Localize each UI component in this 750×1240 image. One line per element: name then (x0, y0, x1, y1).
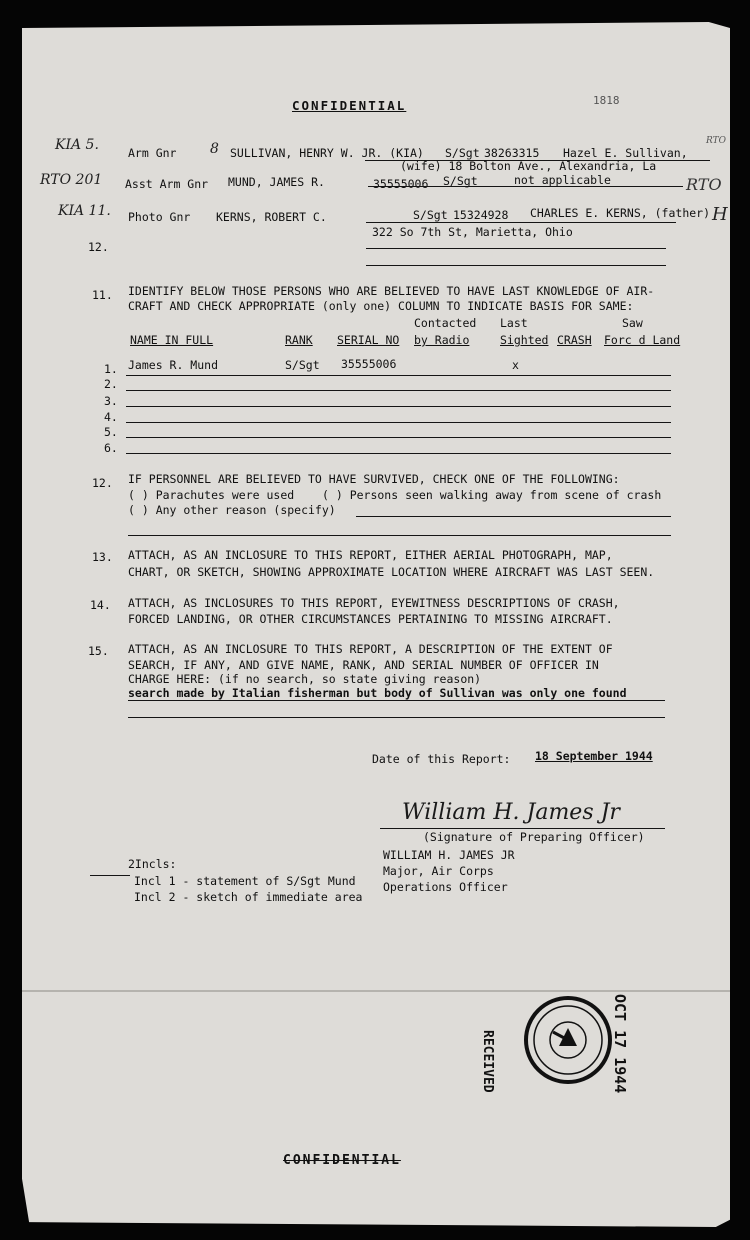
column-header-top: Saw (622, 316, 643, 330)
rule-line (128, 700, 665, 701)
rule-line (366, 248, 666, 249)
crew-rank: S/Sgt (443, 174, 478, 188)
received-stamp (480, 992, 633, 1094)
table-row-line (126, 406, 671, 407)
crew-next-of-kin: Hazel E. Sullivan, (563, 146, 688, 160)
signature-caption: (Signature of Preparing Officer) (423, 830, 645, 844)
item-number: 13. (92, 550, 113, 564)
side-note: RTO (686, 175, 722, 194)
margin-note: KIA 11. (58, 203, 111, 219)
item-text: CHART, OR SKETCH, SHOWING APPROXIMATE LOCATION WHERE AIRCRAFT WAS LAST SEEN. (128, 565, 655, 579)
table-row-number: 2. (104, 377, 118, 391)
crew-nok-address: (wife) 18 Bolton Ave., Alexandria, La (400, 159, 657, 173)
item-text: ATTACH, AS AN INCLOSURE TO THIS REPORT, EITHER AERIAL PHOTOGRAPH, MAP, (128, 548, 613, 562)
page-number: 1818 (593, 94, 620, 107)
rule-line (366, 222, 676, 223)
table-cell-rank: S/Sgt (285, 358, 320, 372)
signature-cursive: William H. James Jr (402, 800, 620, 825)
rule-line (365, 160, 710, 161)
crew-rank: S/Sgt (445, 146, 480, 160)
inclosure-1: Incl 1 - statement of S/Sgt Mund (134, 874, 356, 888)
officer-rank: Major, Air Corps (383, 864, 494, 878)
signature-line (380, 828, 665, 829)
crew-nok-address: 322 So 7th St, Marietta, Ohio (372, 225, 573, 239)
crew-name: KERNS, ROBERT C. (216, 210, 327, 224)
table-row-line (126, 453, 671, 454)
column-header-forced: Forc d Land (604, 333, 681, 347)
item-text: ATTACH, AS INCLOSURES TO THIS REPORT, EYEWITNESS DESCRIPTIONS OF CRASH, (128, 596, 620, 610)
rule-line (368, 186, 683, 187)
option-walking: ( ) Persons seen walking away from scene of crash (322, 488, 662, 502)
item-number: 14. (90, 598, 111, 612)
rule-line (90, 875, 130, 876)
crew-serial: 35555006 (373, 177, 429, 191)
side-note: RTO (706, 136, 726, 146)
report-date-value: 18 September 1944 (535, 749, 653, 763)
table-row-line (126, 375, 671, 376)
item-text: CRAFT AND CHECK APPROPRIATE (only one) COLUMN TO INDICATE BASIS FOR SAME: (128, 299, 634, 313)
item-text: CHARGE HERE: (if no search, so state giving reason) (128, 672, 482, 686)
officer-title: Operations Officer (383, 880, 508, 894)
side-note: H (712, 204, 728, 225)
table-row-number: 1. (104, 362, 118, 376)
inclosure-2: Incl 2 - sketch of immediate area (134, 890, 363, 904)
crew-next-of-kin: not applicable (514, 173, 611, 187)
column-header-top: Last (500, 316, 528, 330)
table-row-number: 3. (104, 394, 118, 408)
table-cell-name: James R. Mund (128, 358, 219, 372)
table-row-line (126, 390, 671, 391)
rule-line (356, 516, 671, 517)
crew-name: SULLIVAN, HENRY W. JR. (KIA) (230, 146, 424, 160)
item-number: 15. (88, 644, 109, 658)
table-row-number: 4. (104, 410, 118, 424)
item-text: IF PERSONNEL ARE BELIEVED TO HAVE SURVIVED, CHECK ONE OF THE FOLLOWING: (128, 472, 620, 486)
column-header-radio: by Radio (414, 333, 470, 347)
item-number: 11. (92, 288, 113, 302)
margin-note: KIA 5. (55, 137, 99, 153)
footer-confidential: CONFIDENTIAL (283, 1153, 401, 1168)
inclosures-label: 2Incls: (128, 857, 177, 871)
report-date-label: Date of this Report: (372, 752, 511, 766)
received-label: RECEIVED (480, 1030, 495, 1093)
column-header-crash: CRASH (557, 333, 592, 347)
option-other: ( ) Any other reason (specify) (128, 503, 336, 517)
page-title: CONFIDENTIAL (292, 98, 407, 113)
rule-line (128, 535, 671, 536)
column-header-serial: SERIAL NO (337, 333, 400, 347)
rule-line (128, 717, 665, 718)
column-header-top: Contacted (414, 316, 477, 330)
column-header-rank: RANK (285, 333, 313, 347)
option-parachutes: ( ) Parachutes were used (128, 488, 295, 502)
rule-line (366, 265, 666, 266)
item-text: ATTACH, AS AN INCLOSURE TO THIS REPORT, A DESCRIPTION OF THE EXTENT OF (128, 642, 613, 656)
received-date: OCT 17 1944 (611, 994, 629, 1094)
table-row-line (126, 422, 671, 423)
crew-rank: S/Sgt (413, 208, 448, 222)
item-text: FORCED LANDING, OR OTHER CIRCUMSTANCES PERTAINING TO MISSING AIRCRAFT. (128, 612, 613, 626)
item-number: 12. (92, 476, 113, 490)
crew-next-of-kin: CHARLES E. KERNS, (father) (530, 206, 711, 220)
column-header-name: NAME IN FULL (130, 333, 214, 347)
strike-mark: 8 (210, 141, 219, 157)
crew-name: MUND, JAMES R. (228, 175, 325, 189)
officer-name: WILLIAM H. JAMES JR (383, 848, 515, 862)
item-text: IDENTIFY BELOW THOSE PERSONS WHO ARE BELIEVED TO HAVE LAST KNOWLEDGE OF AIR- (128, 284, 655, 298)
table-row-number: 5. (104, 425, 118, 439)
crew-position: Asst Arm Gnr (125, 177, 209, 191)
item-text: SEARCH, IF ANY, AND GIVE NAME, RANK, AND SERIAL NUMBER OF OFFICER IN (128, 658, 599, 672)
column-header-sighted: Sighted (500, 333, 549, 347)
crew-serial: 38263315 (484, 146, 540, 160)
table-row-line (126, 437, 671, 438)
item-number: 12. (88, 240, 109, 254)
margin-note: RTO 201 (40, 172, 103, 188)
crew-position: Photo Gnr (128, 210, 191, 224)
table-cell-serial: 35555006 (341, 357, 397, 371)
search-description: search made by Italian fisherman but body of Sullivan was only one found (128, 686, 627, 700)
table-cell-mark: x (512, 358, 519, 372)
crew-position: Arm Gnr (128, 146, 177, 160)
crew-serial: 15324928 (453, 208, 509, 222)
table-row-number: 6. (104, 441, 118, 455)
